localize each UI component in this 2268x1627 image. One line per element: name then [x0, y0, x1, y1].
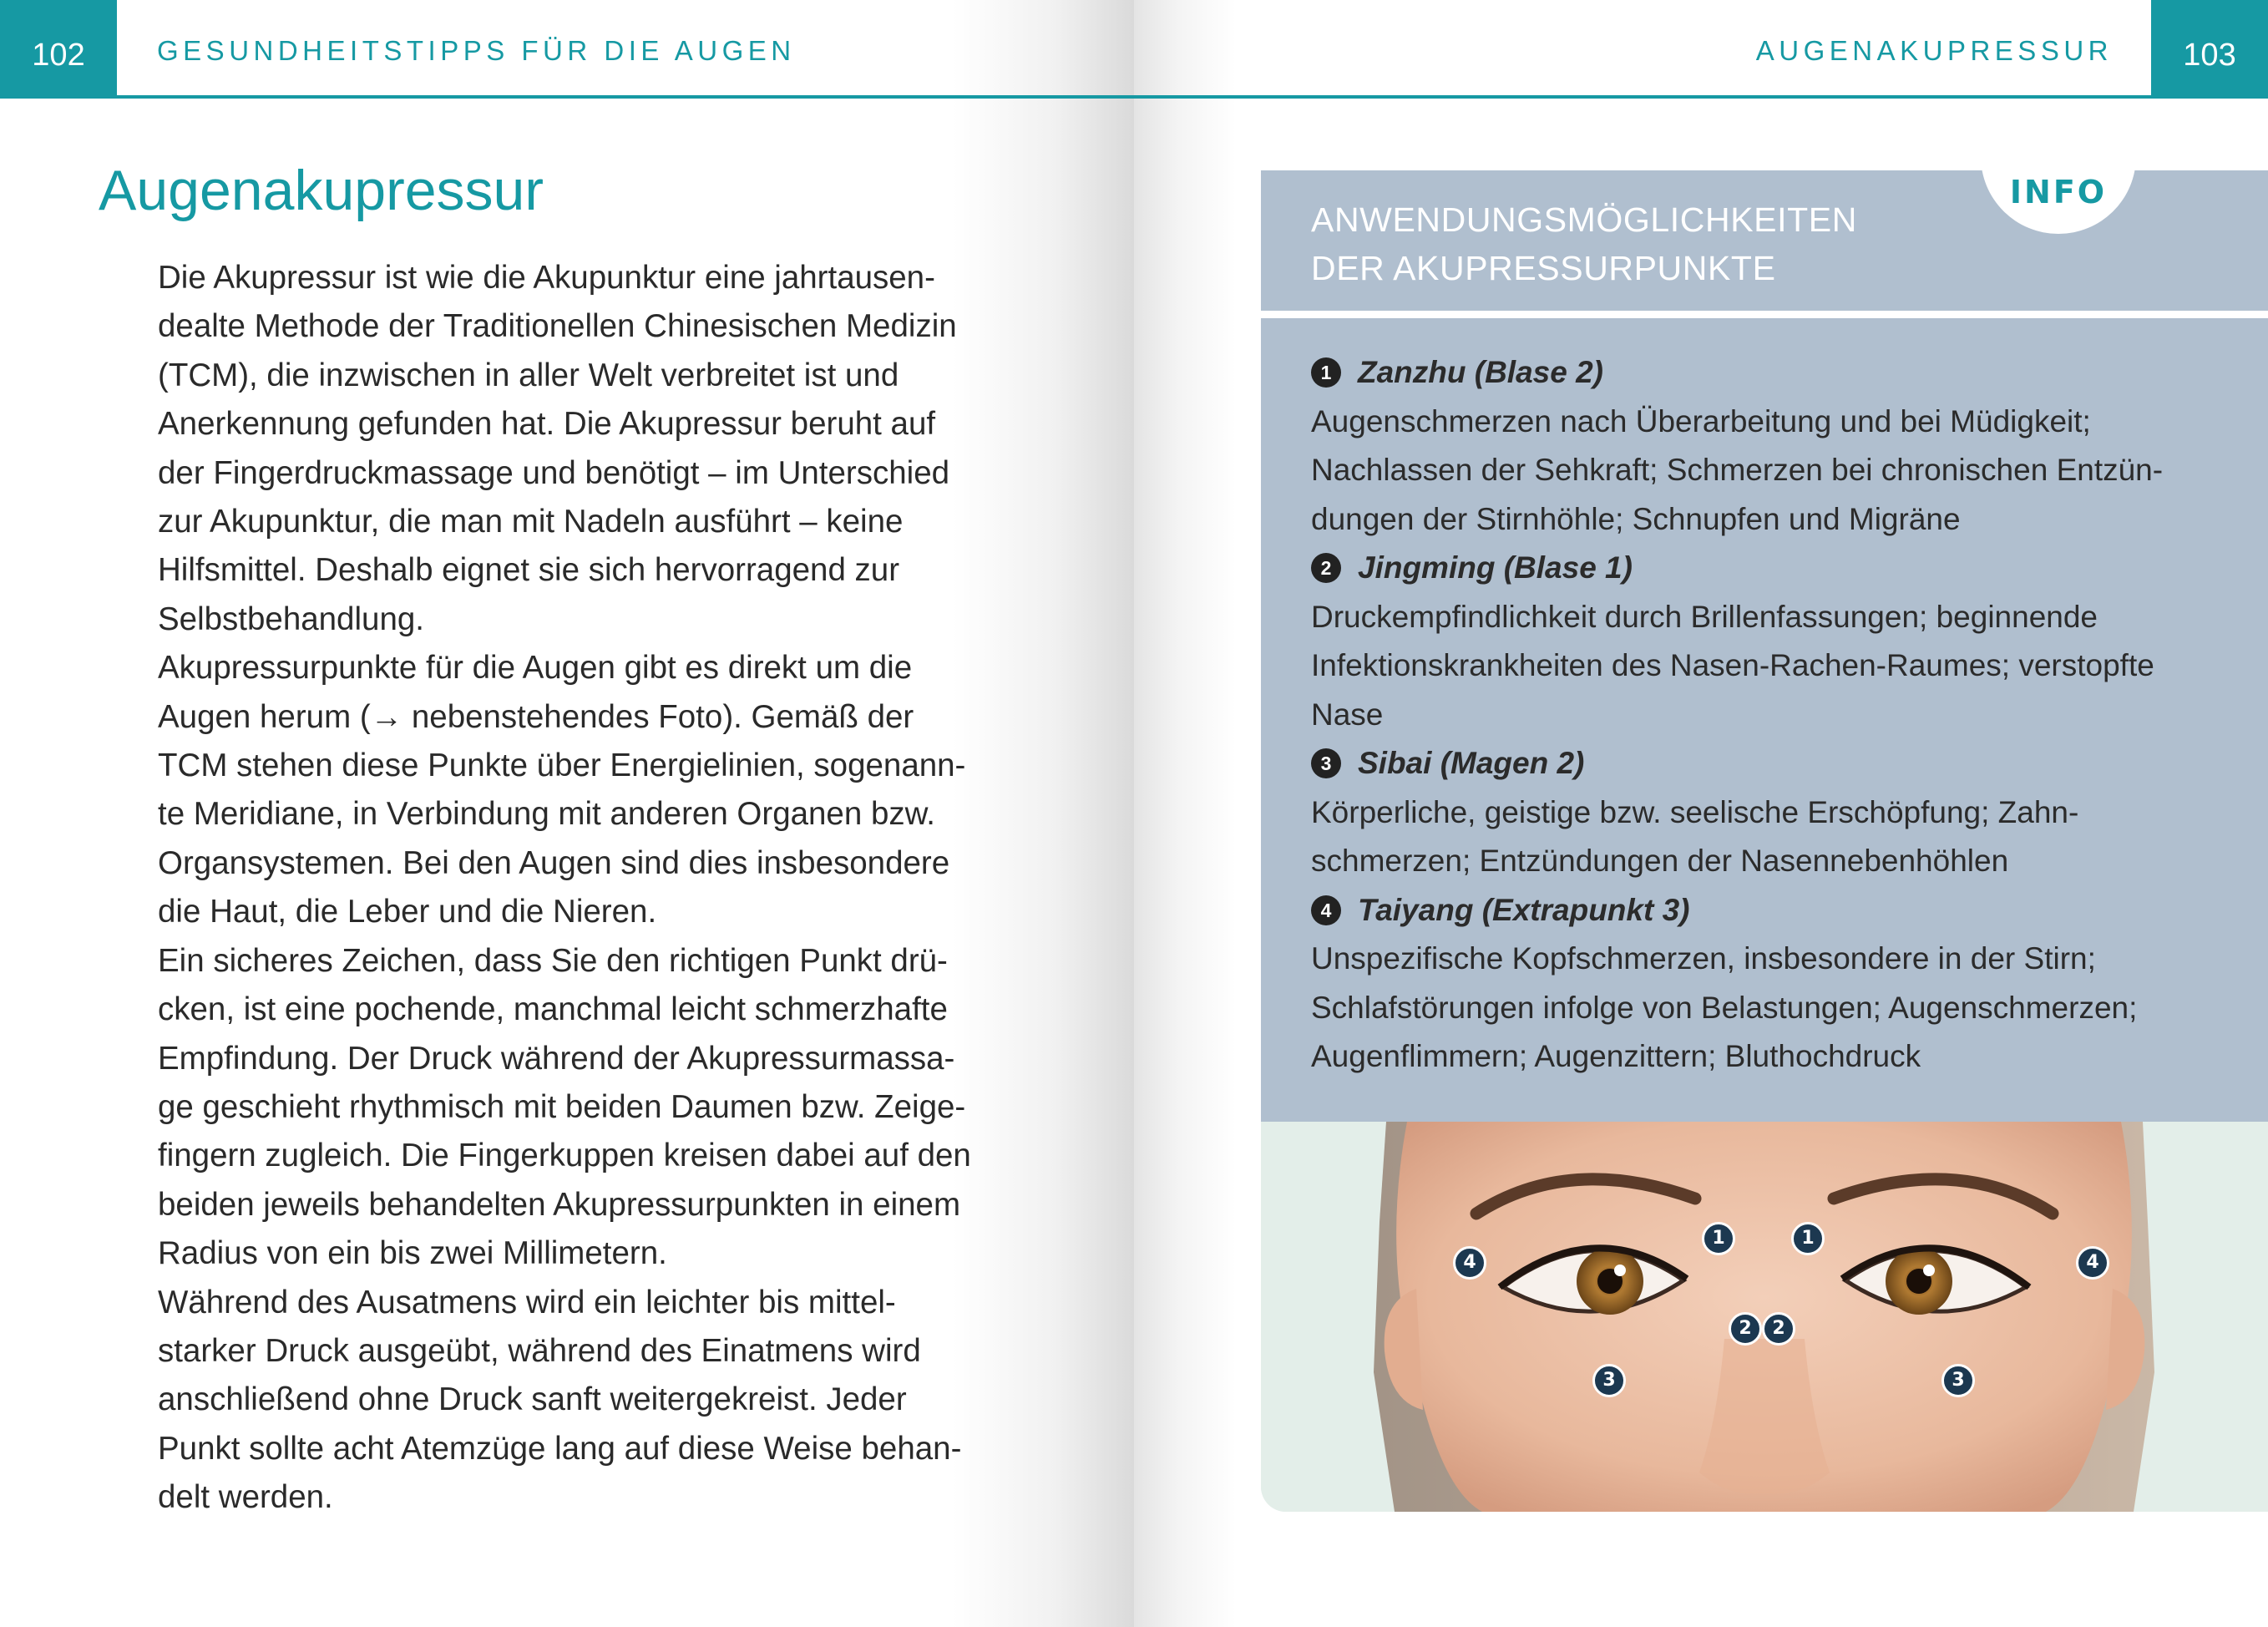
point-description-line: dungen der Stirnhöhle; Schnupfen und Migräne	[1311, 502, 1961, 536]
point-description-line: Nachlassen der Sehkraft; Schmerzen bei chronischen Entzün-	[1311, 453, 2164, 487]
point-description-line: Körperliche, geistige bzw. seelische Erschöpfung; Zahn-	[1311, 795, 2079, 829]
point-heading	[1311, 355, 1603, 390]
body-line: der Fingerdruckmassage und benötigt – im Unterschied	[158, 454, 950, 491]
body-line: Die Akupressur ist wie die Akupunktur eine jahrtausen-	[158, 260, 935, 296]
info-badge-label: INFO	[2009, 174, 2108, 210]
number-badge-icon: 1	[1311, 357, 1341, 388]
body-text	[158, 254, 1018, 1523]
body-line: zur Akupunktur, die man mit Nadeln ausführt – keine	[158, 504, 904, 540]
page-number-right: 103	[2151, 0, 2268, 97]
body-line: beiden jeweils behandelten Akupressurpunkten in einem	[158, 1186, 961, 1223]
point-name: Jingming (Blase 1)	[1358, 550, 1633, 585]
body-line: cken, ist eine pochende, manchmal leicht schmerzhafte	[158, 991, 948, 1028]
body-line: Akupressurpunkte für die Augen gibt es direkt um die	[158, 650, 913, 687]
info-heading-line: ANWENDUNGSMÖGLICHKEITEN	[1311, 200, 1857, 239]
body-line: Empfindung. Der Druck während der Akupressurmassa-	[158, 1040, 955, 1077]
point-description-line: Augenflimmern; Augenzittern; Bluthochdruck	[1311, 1039, 1921, 1073]
point-description-line: Schlafstörungen infolge von Belastungen; Augenschmerzen;	[1311, 991, 2138, 1025]
body-line: delt werden.	[158, 1479, 333, 1516]
point-heading	[1311, 893, 1689, 928]
body-line: Organsystemen. Bei den Augen sind dies insbesondere	[158, 844, 950, 881]
running-head-right: AUGENAKUPRESSUR	[1755, 35, 2113, 66]
body-line: Radius von ein bis zwei Millimetern.	[158, 1235, 667, 1272]
number-badge-icon: 2	[1311, 553, 1341, 583]
body-line: TCM stehen diese Punkte über Energielinien, sogenann-	[158, 748, 966, 784]
header-rule	[0, 95, 1134, 99]
acupressure-marker: 1	[1791, 1222, 1825, 1255]
body-line: Punkt sollte acht Atemzüge lang auf diese Weise behan-	[158, 1430, 962, 1467]
point-description-line: Nase	[1311, 697, 1384, 732]
point-description-line: Unspezifische Kopfschmerzen, insbesondere in der Stirn;	[1311, 941, 2096, 976]
info-divider	[1261, 311, 2268, 318]
eye-photo	[1261, 1122, 2268, 1512]
acupressure-marker: 1	[1702, 1222, 1735, 1255]
info-heading-line: DER AKUPRESSURPUNKTE	[1311, 249, 1776, 287]
right-page	[1134, 0, 2268, 1627]
acupressure-marker: 4	[1453, 1246, 1486, 1280]
body-line: starker Druck ausgeübt, während des Einatmens wird	[158, 1332, 921, 1369]
acupressure-marker: 3	[1592, 1364, 1626, 1397]
body-line: te Meridiane, in Verbindung mit anderen Organen bzw.	[158, 796, 935, 833]
point-name: Taiyang (Extrapunkt 3)	[1358, 893, 1690, 927]
body-line: die Haut, die Leber und die Nieren.	[158, 894, 657, 930]
body-line: Augen herum (→ nebenstehendes Foto). Gemäß der	[158, 698, 914, 735]
point-name: Sibai (Magen 2)	[1358, 746, 1585, 780]
body-line: Ein sicheres Zeichen, dass Sie den richtigen Punkt drü-	[158, 942, 948, 979]
acupressure-marker: 3	[1941, 1364, 1975, 1397]
info-box	[1261, 170, 2268, 1512]
point-description-line: Druckempfindlichkeit durch Brillenfassungen; beginnende	[1311, 600, 2098, 634]
body-line: Anerkennung gefunden hat. Die Akupressur beruht auf	[158, 406, 936, 443]
body-line: Während des Ausatmens wird ein leichter bis mittel-	[158, 1284, 896, 1320]
acupressure-marker: 2	[1762, 1312, 1795, 1346]
body-line: dealte Methode der Traditionellen Chinesischen Medizin	[158, 308, 957, 345]
point-description-line: Augenschmerzen nach Überarbeitung und bei Müdigkeit;	[1311, 404, 2091, 438]
page-number-left: 102	[0, 0, 117, 97]
body-line: anschließend ohne Druck sanft weitergekreist. Jeder	[158, 1381, 907, 1418]
running-head-left: GESUNDHEITSTIPPS FÜR DIE AUGEN	[157, 35, 796, 66]
acupressure-marker: 2	[1729, 1312, 1762, 1346]
number-badge-icon: 4	[1311, 895, 1341, 925]
body-line: Selbstbehandlung.	[158, 601, 424, 637]
face-illustration	[1261, 1122, 2268, 1512]
body-line: (TCM), die inzwischen in aller Welt verbreitet ist und	[158, 357, 899, 393]
page-title: Augenakupressur	[99, 159, 544, 222]
point-description-line: schmerzen; Entzündungen der Nasennebenhöhlen	[1311, 844, 2009, 878]
header-rule	[1134, 95, 2268, 99]
acupressure-marker: 4	[2076, 1246, 2109, 1280]
body-line: ge geschieht rhythmisch mit beiden Daumen bzw. Zeige-	[158, 1088, 966, 1125]
body-line: fingern zugleich. Die Fingerkuppen kreisen dabei auf den	[158, 1138, 971, 1174]
body-line: Hilfsmittel. Deshalb eignet sie sich hervorragend zur	[158, 552, 900, 589]
point-heading	[1311, 746, 1584, 781]
point-name: Zanzhu (Blase 2)	[1358, 355, 1603, 389]
info-body	[1261, 318, 2268, 1122]
point-description-line: Infektionskrankheiten des Nasen-Rachen-Raumes; verstopfte	[1311, 648, 2154, 682]
point-heading	[1311, 550, 1633, 585]
number-badge-icon: 3	[1311, 748, 1341, 778]
